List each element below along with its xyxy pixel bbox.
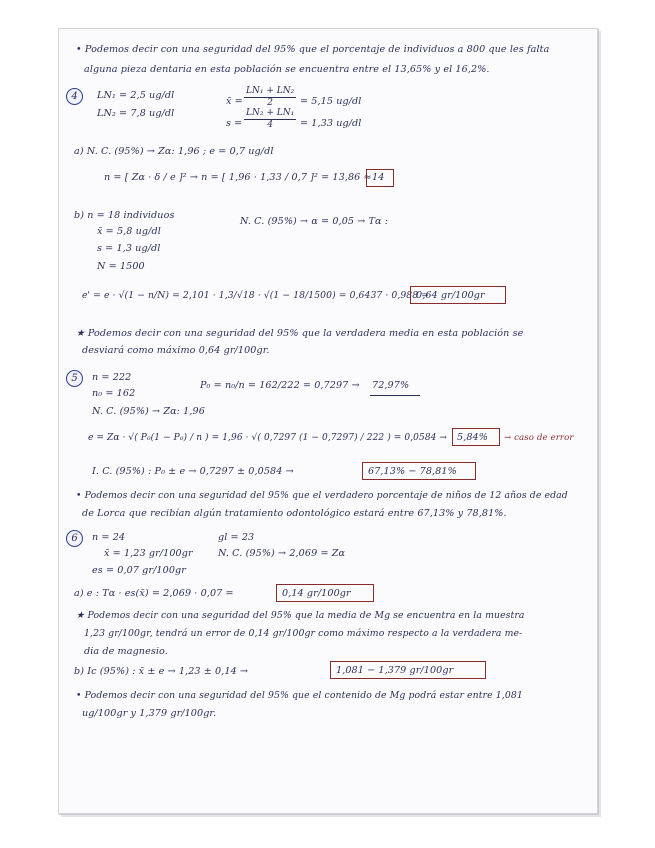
p4b-xbar: x̄ = 5,8 ug/dl [97,226,161,237]
p5-error-result: 5,84% [457,432,488,443]
p4a-sample-size-formula: n = [ Zα · δ / e ]² → n = [ 1,96 · 1,33 / 0,7 ]² = 13,86 ≈ [104,172,372,183]
p5-p0: P₀ = n₀/n = 162/222 = 0,7297 → [200,380,360,391]
p4-xbar-den: 2 [267,98,273,108]
p4a-confidence-line: a) N. C. (95%) → Zα: 1,96 ; e = 0,7 ug/dl [74,146,274,157]
conclusion-line: • Podemos decir con una seguridad del 95% que el verdadero porcentaje de niños de 12 años de edad [76,490,568,501]
p4a-result: 14 [372,172,385,183]
problem-number-5: 5 [66,370,83,387]
conclusion-line: • Podemos decir con una seguridad del 95% que el contenido de Mg podrá estar entre 1,081 [76,690,523,701]
p5-p0-percent: 72,97% [372,380,410,391]
p6-gl: gl = 23 [218,532,255,543]
conclusion-line: • Podemos decir con una seguridad del 95% que el porcentaje de individuos a 800 que les falta [76,44,550,55]
p6-n: n = 24 [92,532,126,543]
p4-s-fraction [244,108,296,131]
p6a-result: 0,14 gr/100gr [282,588,351,599]
conclusion-line: 1,23 gr/100gr, tendrá un error de 0,14 gr/100gr como máximo respecto a la verdadera me- [84,628,523,639]
p6a-error: a) e : Tα · es(x̄) = 2,069 · 0,07 = [74,588,234,599]
problem-number-4: 4 [66,88,83,105]
p6-xbar: x̄ = 1,23 gr/100gr [104,548,193,559]
p6b-result: 1,081 − 1,379 gr/100gr [336,665,454,676]
p4b-N: N = 1500 [97,261,145,272]
p4-s-label: s = [226,118,243,129]
p4-xbar-label: x̄ = [226,96,243,107]
p4b-confidence: N. C. (95%) → α = 0,05 → Tα : [240,216,389,227]
conclusion-line: desviará como máximo 0,64 gr/100gr. [82,345,270,356]
conclusion-line: ★ Podemos decir con una seguridad del 95% que la media de Mg se encuentra en la muestra [76,610,525,621]
p4-xbar-num: LN₁ + LN₂ [246,86,295,96]
p5-n: n = 222 [92,372,132,383]
p4b-n: b) n = 18 individuos [74,210,175,221]
p5-p0-underline [370,395,420,396]
p4-xbar-result: = 5,15 ug/dl [300,96,362,107]
conclusion-line: de Lorca que recibían algún tratamiento odontológico estará entre 67,13% y 78,81%. [82,508,507,519]
p4-xbar-fraction [244,86,296,109]
p6-es: es = 0,07 gr/100gr [92,565,186,576]
problem-number-6: 6 [66,530,83,547]
p5-interval: I. C. (95%) : P₀ ± e → 0,7297 ± 0,0584 → [92,466,294,477]
p5-confidence: N. C. (95%) → Zα: 1,96 [92,406,205,417]
p4-ln2: LN₂ = 7,8 ug/dl [97,108,175,119]
p5-error-formula: e = Zα · √( P₀(1 − P₀) / n ) = 1,96 · √( 0,7297 (1 − 0,7297) / 222 ) = 0,0584 → [88,433,448,443]
conclusion-line: ug/100gr y 1,379 gr/100gr. [82,708,217,719]
p4b-s: s = 1,3 ug/dl [97,243,161,254]
p5-interval-result: 67,13% − 78,81% [368,466,457,477]
p4-ln1: LN₁ = 2,5 ug/dl [97,90,175,101]
p4-s-result: = 1,33 ug/dl [300,118,362,129]
conclusion-line: ★ Podemos decir con una seguridad del 95% que la verdadera media en esta población se [76,328,524,339]
p4b-result: 0,64 gr/100gr [416,290,485,301]
p5-n0: n₀ = 162 [92,388,136,399]
p5-error-note: → caso de error [504,433,574,443]
p4-s-num: LN₂ + LN₁ [246,108,295,118]
p6b-interval: b) Ic (95%) : x̄ ± e → 1,23 ± 0,14 → [74,666,249,677]
conclusion-line: alguna pieza dentaria en esta población se encuentra entre el 13,65% y el 16,2%. [84,64,490,75]
p6-confidence: N. C. (95%) → 2,069 = Zα [218,548,346,559]
conclusion-line: dia de magnesio. [84,646,168,657]
p4-s-den: 4 [267,120,273,130]
p4b-error-formula: e' = e · √(1 − n/N) = 2,101 · 1,3/√18 · √(1 − 18/1500) = 0,6437 · 0,988 = [82,290,430,301]
